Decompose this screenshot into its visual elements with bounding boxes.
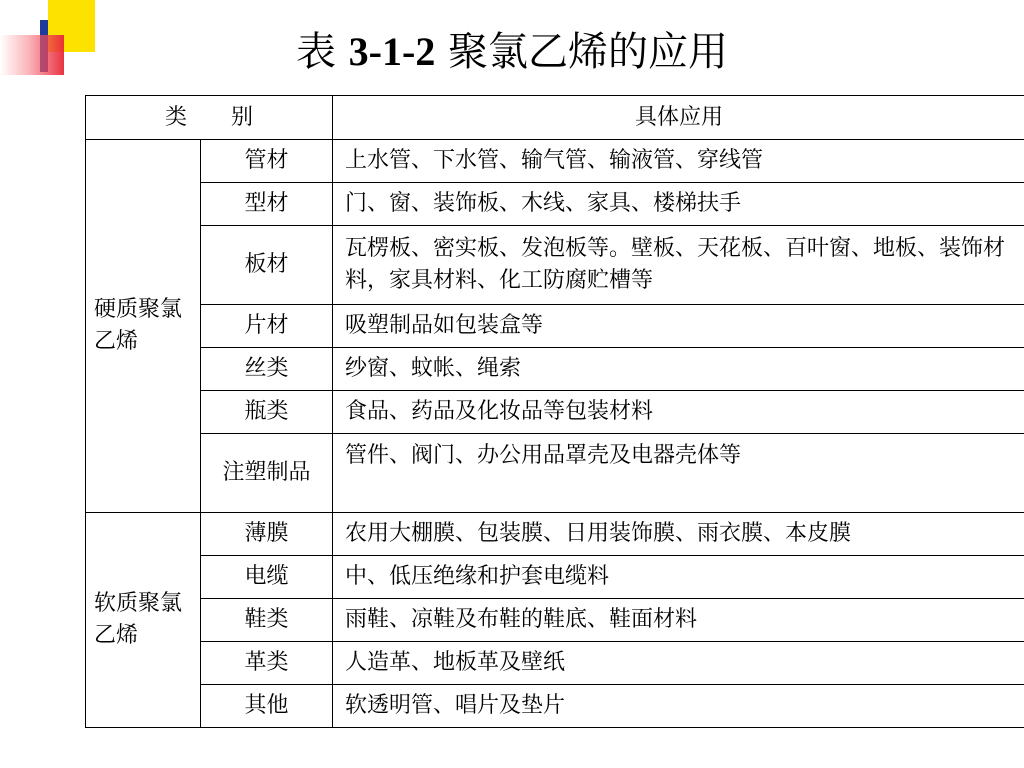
- subcategory-cell: 丝类: [201, 348, 333, 391]
- title-prefix: 表: [295, 29, 349, 75]
- application-cell: 瓦楞板、密实板、发泡板等。壁板、天花板、百叶窗、地板、装饰材料，家具材料、化工防腐贮槽等: [333, 226, 1024, 305]
- table-row: [86, 305, 1024, 348]
- application-cell: 门、窗、装饰板、木线、家具、楼梯扶手: [333, 183, 1024, 226]
- table-row: [86, 434, 1024, 513]
- application-cell: 人造革、地板革及壁纸: [333, 642, 1024, 685]
- title-number: 3-1-2: [348, 29, 436, 74]
- application-cell: 中、低压绝缘和护套电缆料: [333, 556, 1024, 599]
- subcategory-cell: 电缆: [201, 556, 333, 599]
- table-row: [86, 183, 1024, 226]
- subcategory-cell: 其他: [201, 685, 333, 728]
- table-row: [86, 391, 1024, 434]
- application-cell: 农用大棚膜、包装膜、日用装饰膜、雨衣膜、本皮膜: [333, 513, 1024, 556]
- table-row: [86, 513, 1024, 556]
- application-cell: 吸塑制品如包装盒等: [333, 305, 1024, 348]
- header-application: 具体应用: [333, 96, 1024, 140]
- header-category: 类 别: [86, 96, 333, 140]
- subcategory-cell: 瓶类: [201, 391, 333, 434]
- table-row: [86, 599, 1024, 642]
- title-suffix: 聚氯乙烯的应用: [435, 29, 729, 75]
- subcategory-cell: 板材: [201, 226, 333, 305]
- subcategory-cell: 薄膜: [201, 513, 333, 556]
- table-row: [86, 348, 1024, 391]
- table-row: [86, 226, 1024, 305]
- application-cell: 纱窗、蚊帐、绳索: [333, 348, 1024, 391]
- application-cell: 雨鞋、凉鞋及布鞋的鞋底、鞋面材料: [333, 599, 1024, 642]
- subcategory-cell: 管材: [201, 140, 333, 183]
- subcategory-cell: 鞋类: [201, 599, 333, 642]
- subcategory-cell: 注塑制品: [201, 434, 333, 513]
- application-cell: 上水管、下水管、输气管、输液管、穿线管: [333, 140, 1024, 183]
- table-header-row: [86, 96, 1024, 140]
- subcategory-cell: 革类: [201, 642, 333, 685]
- table-row: [86, 642, 1024, 685]
- application-cell: 食品、药品及化妆品等包装材料: [333, 391, 1024, 434]
- table-row: [86, 685, 1024, 728]
- subcategory-cell: 型材: [201, 183, 333, 226]
- table-row: [86, 140, 1024, 183]
- pvc-application-table: [85, 95, 1024, 728]
- subcategory-cell: 片材: [201, 305, 333, 348]
- slide-title: [0, 22, 1024, 82]
- application-cell: 管件、阀门、办公用品罩壳及电器壳体等: [333, 434, 1024, 513]
- application-cell: 软透明管、唱片及垫片: [333, 685, 1024, 728]
- group-label-flexible: 软质聚氯乙烯: [86, 513, 201, 728]
- group-label-rigid: 硬质聚氯乙烯: [86, 140, 201, 513]
- table-row: [86, 556, 1024, 599]
